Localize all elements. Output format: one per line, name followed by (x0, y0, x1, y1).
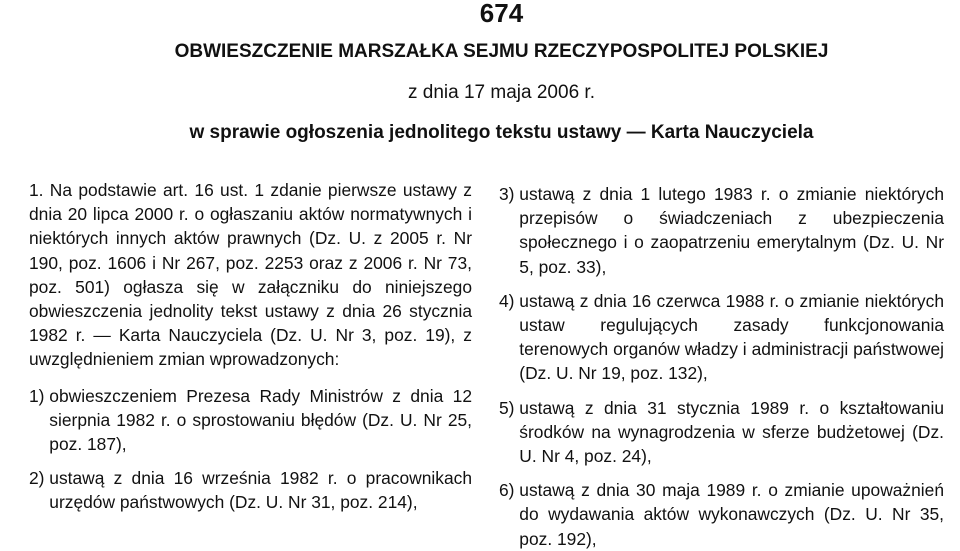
list-item (29, 466, 472, 514)
left-column (29, 178, 472, 515)
list-item-text: obwieszczeniem Prezesa Rady Ministrów z dnia 12 sierpnia 1982 r. o sprostowaniu błędów (Dz. U. Nr 25, poz. 187), (49, 385, 472, 455)
list-item-number: 2) (29, 468, 50, 489)
list-item-number: 3) (499, 184, 520, 204)
act-number: 674 (479, 0, 524, 28)
list-item (499, 289, 944, 386)
list-item-text: ustawą z dnia 1 lutego 1983 r. o zmianie niektórych przepisów o świadczeniach z ubezpieczenia społecznego i o zaopatrzeniu emerytalnym (Dz. U. Nr 5, poz. 33), (519, 184, 944, 277)
list-item (499, 182, 944, 279)
list-item-text: ustawą z dnia 31 stycznia 1989 r. o kształtowaniu środków na wynagrodzenia w sferze budżetowej (Dz. U. Nr 4, poz. 24), (519, 397, 944, 467)
list-item-number: 4) (499, 290, 520, 311)
list-item-number: 6) (499, 480, 520, 501)
list-item-number: 5) (499, 397, 520, 418)
list-item (499, 478, 944, 551)
list-item-text: ustawą z dnia 16 września 1982 r. o pracownikach urzędów państwowych (Dz. U. Nr 31, poz. 214), (49, 468, 472, 513)
list-item-text: ustawą z dnia 16 czerwca 1988 r. o zmianie niektórych ustaw regulujących zasady funkcjonowania terenowych organów władzy i administracji państwowej (Dz. U. Nr 19, poz. 132), (519, 290, 944, 384)
document-date: z dnia 17 maja 2006 r. (408, 82, 595, 103)
intro-paragraph: 1. Na podstawie art. 16 ust. 1 zdanie pierwsze ustawy z dnia 20 lipca 2000 r. o ogłaszaniu aktów normatywnych i niektórych innych aktów prawnych (Dz. U. z 2005 r. Nr 190, poz. 1606 i Nr 267, poz. 2253 oraz z 2006 r. Nr 73, poz. 501) ogłasza się w załączniku do niniejszego obwieszczenia jednolity tekst ustawy z dnia 26 stycznia 1982 r. — Karta Nauczyciela (Dz. U. Nr 3, poz. 19), z uwzględnieniem zmian wprowadzonych: (29, 180, 472, 370)
document-title: OBWIESZCZENIE MARSZAŁKA SEJMU RZECZYPOSPOLITEJ POLSKIEJ (174, 41, 829, 62)
list-item-text: ustawą z dnia 30 maja 1989 r. o zmianie upoważnień do wydawania aktów wykonawczych (Dz. U. Nr 35, poz. 192), (519, 480, 944, 549)
list-item (499, 396, 944, 469)
list-item (29, 384, 472, 457)
document-subject: w sprawie ogłoszenia jednolitego tekstu ustawy — Karta Nauczyciela (189, 122, 814, 143)
list-item-number: 1) (29, 385, 50, 406)
right-column (499, 178, 944, 551)
